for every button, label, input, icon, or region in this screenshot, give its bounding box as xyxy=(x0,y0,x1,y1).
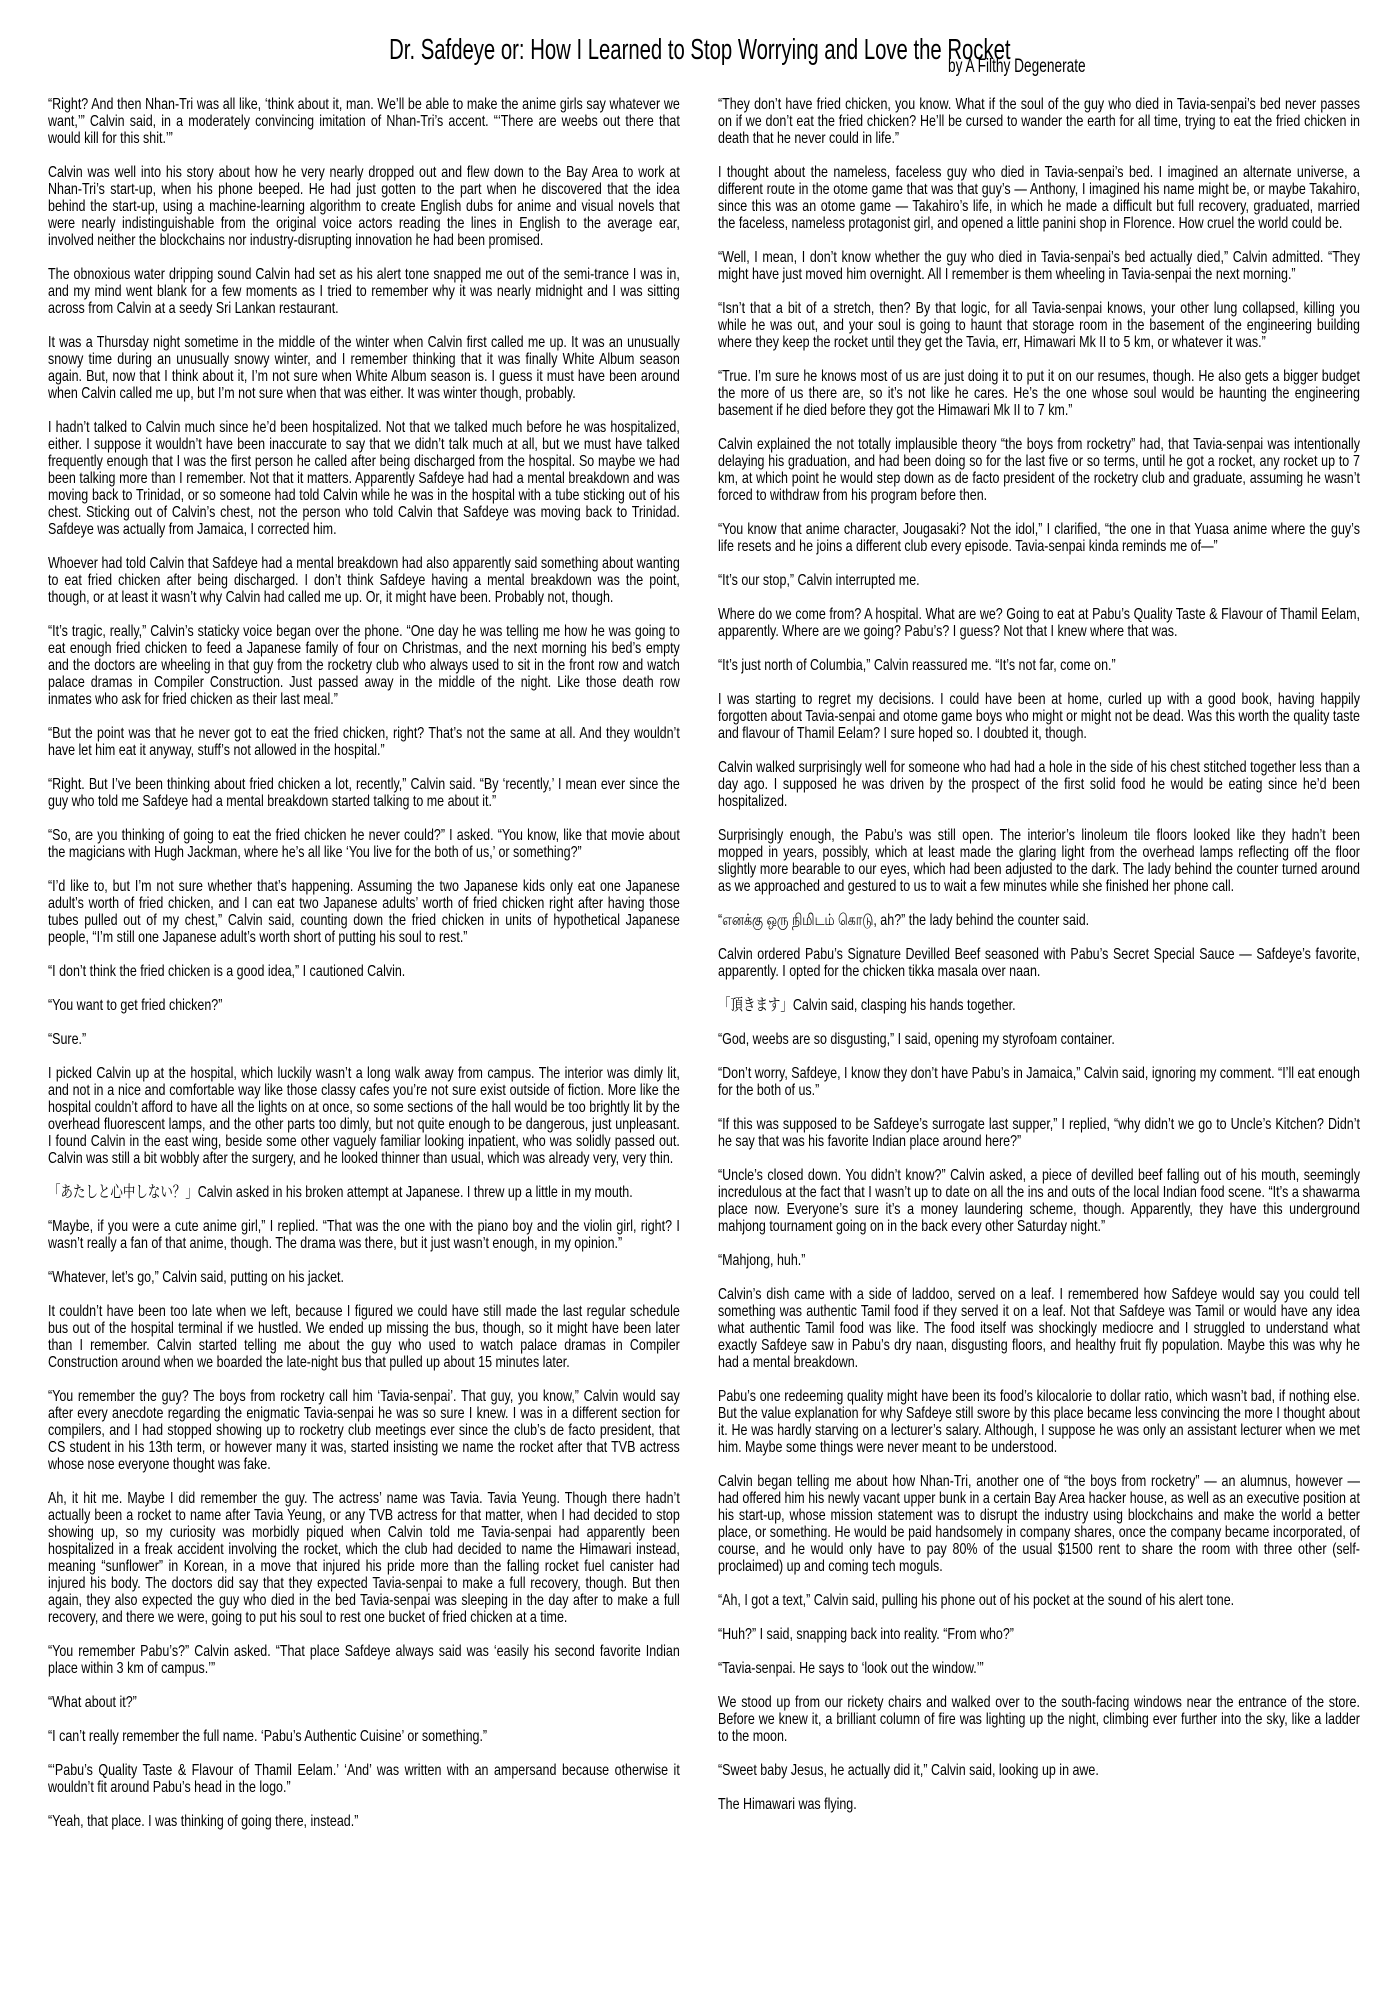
paragraph: “God, weebs are so disgusting,” I said, opening my styrofoam container. xyxy=(718,1031,1115,1048)
paragraph: It couldn’t have been too late when we left, because I figured we could have still made the last regular schedule bus out of the hospital terminal if we hustled. We ended up missing the bus, though, so it might have been later than I remember. Calvin started telling me about the guy who used to watch palace dramas in Compiler Construction around when we boarded the late-night bus that pulled up about 15 minutes later. xyxy=(48,1303,680,1371)
title-row xyxy=(0,36,1400,65)
paragraph: “Right? And then Nhan-Tri was all like, ‘think about it, man. We’ll be able to make the anime girls say whatever we want,’” Calvin said, in a moderately convincing imitation of Nhan-Tri’s accent. “‘There are weebs out there that would kill for this shit.’” xyxy=(48,96,680,147)
paragraph: “Sweet baby Jesus, he actually did it,” Calvin said, looking up in awe. xyxy=(718,1762,1099,1779)
paragraph: “I don’t think the fried chicken is a good idea,” I cautioned Calvin. xyxy=(48,963,406,980)
paragraph: I picked Calvin up at the hospital, which luckily wasn’t a long walk away from campus. The interior was dimly lit, and not in a nice and comfortable way like those classy cafes you’re not sure exist outside of fiction. More like the hospital couldn’t afford to have all the lights on at once, so some sections of the hall would be too brightly lit by the overhead fluorescent lamps, and the other parts too dimly, but not quite enough to be dangerous, just unpleasant. I found Calvin in the east wing, beside some other vaguely familiar looking inpatient, who was solidly passed out. Calvin was still a bit wobbly after the surgery, and he looked thinner than usual, which was already very, very thin. xyxy=(48,1065,680,1167)
paragraph: “You remember the guy? The boys from rocketry call him ‘Tavia-senpai’. That guy, you know,” Calvin would say after every anecdote regarding the enigmatic Tavia-senpai he was so sure I knew. I was in a different section for compilers, and I had stopped showing up to rocketry club meetings ever since the club’s de facto president, that CS student in his 13th term, or however many it was, started insisting we name the rocket after that TVB actress whose nose everyone thought was fake. xyxy=(48,1388,680,1473)
paragraph: The obnoxious water dripping sound Calvin had set as his alert tone snapped me out of the semi-trance I was in, and my mind went blank for a few moments as I tried to remember why it was nearly midnight and I was sitting across from Calvin at a seedy Sri Lankan restaurant. xyxy=(48,266,680,317)
paragraph: “Isn’t that a bit of a stretch, then? By that logic, for all Tavia-senpai knows, your other lung collapsed, killing you while he was out, and your soul is going to haunt that storage room in the basement of the engineering building where they keep the rocket until they get the Tavia, err, Himawari Mk II to 5 km, or whatever it was.” xyxy=(718,300,1360,351)
paragraph: The Himawari was flying. xyxy=(718,1796,857,1813)
paragraph: It was a Thursday night sometime in the middle of the winter when Calvin first called me up. It was an unusually snowy time during an unusually snowy winter, and I remember thinking that it was finally White Album season again. But, now that I think about it, I’m not sure when White Album season is. I guess it must have been around when Calvin called me up, but I’m not sure when that was either. It was winter though, probably. xyxy=(48,334,680,402)
paragraph: “It’s tragic, really,” Calvin’s staticky voice began over the phone. “One day he was telling me how he was going to eat enough fried chicken to feed a Japanese family of four on Christmas, and the next morning his bed’s empty and the doctors are wheeling in that guy from the rocketry club who always used to sit in the front row and watch palace dramas in Compiler Construction. Just passed away in the middle of the night. Like those death row inmates who ask for fried chicken as their last meal.” xyxy=(48,623,680,708)
paragraph: “But the point was that he never got to eat the fried chicken, right? That’s not the same at all. And they wouldn’t have let him eat it anyway, stuff’s not allowed in the hospital.” xyxy=(48,725,680,759)
paragraph: “Maybe, if you were a cute anime girl,” I replied. “That was the one with the piano boy and the violin girl, right? I wasn’t really a fan of that anime, though. The drama was there, but it just wasn’t enough, in my opinion.” xyxy=(48,1218,680,1252)
paragraph: “They don’t have fried chicken, you know. What if the soul of the guy who died in Tavia-senpai’s bed never passes on if we don’t eat the fried chicken? He’ll be cursed to wander the earth for all time, trying to eat the fried chicken in death that he never could in life.” xyxy=(718,96,1360,147)
left-column xyxy=(48,96,680,1847)
paragraph: “So, are you thinking of going to eat the fried chicken he never could?” I asked. “You know, like that movie about the magicians with Hugh Jackman, where he’s all like ‘You live for the both of us,’ or something?” xyxy=(48,827,680,861)
byline-row xyxy=(948,57,1139,76)
left-column-text xyxy=(48,96,680,1830)
paragraph: “If this was supposed to be Safdeye’s surrogate last supper,” I replied, “why didn’t we go to Uncle’s Kitchen? Didn’t he say that was his favorite Indian place around here?” xyxy=(718,1116,1360,1150)
paragraph: “True. I’m sure he knows most of us are just doing it to put it on our resumes, though. He also gets a bigger budget the more of us there are, so it’s not like he cares. He’s the one whose soul would be haunting the engineering basement if he died before they got the Himawari Mk II to 7 km.” xyxy=(718,368,1360,419)
paragraph: Pabu’s one redeeming quality might have been its food’s kilocalorie to dollar ratio, which wasn’t bad, if nothing else. But the value explanation for why Safdeye still swore by this place became less convincing the more I thought about it. He was hardly starving on a lecturer’s salary. Although, I suppose he was only an assistant lecturer when we met him. Maybe some things were never meant to be understood. xyxy=(718,1388,1360,1456)
paragraph: “It’s just north of Columbia,” Calvin reassured me. “It’s not far, come on.” xyxy=(718,657,1116,674)
paragraph: “Whatever, let’s go,” Calvin said, putting on his jacket. xyxy=(48,1269,344,1286)
paragraph: “You know that anime character, Jougasaki? Not the idol,” I clarified, “the one in that Yuasa anime where the guy’s life resets and he joins a different club every episode. Tavia-senpai kinda reminds me of—” xyxy=(718,521,1360,555)
byline: by A Filthy Degenerate xyxy=(948,56,1086,77)
paragraph: Calvin began telling me about how Nhan-Tri, another one of “the boys from rocketry” — an alumnus, however — had offered him his newly vacant upper bunk in a certain Bay Area hacker house, as well as an executive position at his start-up, whose mission statement was to disrupt the industry using blockchains and make the world a better place, or something. He would be paid handsomely in company shares, once the company became incorporated, of course, and he would only have to pay 80% of the usual $1500 rent to share the room with three other (self-proclaimed) up and coming tech moguls. xyxy=(718,1473,1360,1575)
paragraph: “Ah, I got a text,” Calvin said, pulling his phone out of his pocket at the sound of his alert tone. xyxy=(718,1592,1235,1609)
paragraph: Whoever had told Calvin that Safdeye had a mental breakdown had also apparently said something about wanting to eat fried chicken after being discharged. I don’t think Safdeye having a mental breakdown was the point, though, or at least it wasn’t why Calvin had called me up. Or, it might have been. Probably not, though. xyxy=(48,555,680,606)
paragraph: “Huh?” I said, snapping back into reality. “From who?” xyxy=(718,1626,1014,1643)
paragraph: 「頂きます」Calvin said, clasping his hands together. xyxy=(718,997,1016,1014)
paragraph: Calvin explained the not totally implausible theory “the boys from rocketry” had, that Tavia-senpai was intentionally delaying his graduation, and had been doing so for the last five or so terms, until he got a rocket, any rocket up to 7 km, at which point he would step down as de facto president of the rocketry club and graduate, assuming he wasn’t forced to withdraw from his program before then. xyxy=(718,436,1360,504)
paragraph: “‘Pabu’s Quality Taste & Flavour of Thamil Eelam.’ ‘And’ was written with an ampersand because otherwise it wouldn’t fit around Pabu’s head in the logo.” xyxy=(48,1762,680,1796)
paragraph: Calvin’s dish came with a side of laddoo, served on a leaf. I remembered how Safdeye would say you could tell something was authentic Tamil food if they served it on a leaf. Not that Safdeye was Tamil or would have any idea what authentic Tamil food was like. The food itself was shockingly mediocre and I struggled to understand what exactly Safdeye saw in Pabu’s dry naan, disgusting floors, and healthy fruit fly population. Maybe this was why he had a mental breakdown. xyxy=(718,1286,1360,1371)
paragraph: I thought about the nameless, faceless guy who died in Tavia-senpai’s bed. I imagined an alternate universe, a different route in the otome game that was that guy’s — Anthony, I imagined his name might be, or maybe Takahiro, since this was an otome game — Takahiro’s life, in which he made a difficult but full recovery, graduated, married the faceless, nameless protagonist girl, and opened a little panini shop in Florence. How cruel the world could be. xyxy=(718,164,1360,232)
paragraph: “You remember Pabu’s?” Calvin asked. “That place Safdeye always said was ‘easily his second favorite Indian place within 3 km of campus.’” xyxy=(48,1643,680,1677)
paragraph: I hadn’t talked to Calvin much since he’d been hospitalized. Not that we talked much before he was hospitalized, either. I suppose it wouldn’t have been inaccurate to say that we didn’t talk much at all, but we must have talked frequently enough that I was the first person he called after being discharged from the hospital. So maybe we had been talking more than I remember. Not that it matters. Apparently Safdeye had had a mental breakdown and was moving back to Trinidad, or so someone had told Calvin while he was in the hospital with a tube sticking out of his chest. Sticking out of Calvin’s chest, not the person who told Calvin that Safdeye was moving back to Trinidad. Safdeye was actually from Jamaica, I corrected him. xyxy=(48,419,680,538)
paragraph: Calvin walked surprisingly well for someone who had had a hole in the side of his chest stitched together less than a day ago. I supposed he was driven by the prospect of the first solid food he would be eating since he’d been hospitalized. xyxy=(718,759,1360,810)
paragraph: “எனக்கு ஒரு நிமிடம் கொடு, ah?” the lady behind the counter said. xyxy=(718,912,1090,929)
paragraph: I was starting to regret my decisions. I could have been at home, curled up with a good book, having happily forgotten about Tavia-senpai and otome game boys who might or might not be dead. Was this worth the quality taste and flavour of Thamil Eelam? I sure hoped so. I doubted it, though. xyxy=(718,691,1360,742)
paragraph: “It’s our stop,” Calvin interrupted me. xyxy=(718,572,920,589)
paragraph: “Yeah, that place. I was thinking of going there, instead.” xyxy=(48,1813,359,1830)
paragraph: “Well, I mean, I don’t know whether the guy who died in Tavia-senpai’s bed actually died,” Calvin admitted. “They might have just moved him overnight. All I remember is them wheeling in Tavia-senpai the next morning.” xyxy=(718,249,1360,283)
paragraph: “What about it?” xyxy=(48,1694,137,1711)
paragraph: “Tavia-senpai. He says to ‘look out the window.’” xyxy=(718,1660,984,1677)
paragraph: “You want to get fried chicken?” xyxy=(48,997,223,1014)
paragraph: “I’d like to, but I’m not sure whether that’s happening. Assuming the two Japanese kids only eat one Japanese adult’s worth of fried chicken, and I can eat two Japanese adults’ worth of fried chicken right after having those tubes pulled out of my chest,” Calvin said, counting down the fried chicken in units of hypothetical Japanese people, “I’m still one Japanese adult’s worth short of putting his soul to rest.” xyxy=(48,878,680,946)
paragraph: Calvin was well into his story about how he very nearly dropped out and flew down to the Bay Area to work at Nhan-Tri’s start-up, when his phone beeped. He had just gotten to the part when he discovered that the idea behind the start-up, using a machine-learning algorithm to create English dubs for anime and visual novels that were nearly indistinguishable from the original voice actors reading the lines in English to the average ear, involved neither the blockchains nor industry-disrupting innovation he had been promised. xyxy=(48,164,680,249)
paragraph: Ah, it hit me. Maybe I did remember the guy. The actress’ name was Tavia. Tavia Yeung. Though there hadn’t actually been a rocket to name after Tavia Yeung, or any TVB actress for that matter, when I had decided to stop showing up, so my curiosity was morbidly piqued when Calvin told me Tavia-senpai had apparently been hospitalized in a freak accident involving the rocket, which the club had decided to name the Himawari instead, meaning “sunflower” in Korean, in a move that injured his pride more than the falling rocket fuel canister had injured his body. The doctors did say that they expected Tavia-senpai to make a full recovery, though. But then again, they also expected the guy who died in the bed Tavia-senpai was sleeping in the day after to make a full recovery, and there we were, going to put his soul to rest one bucket of fried chicken at a time. xyxy=(48,1490,680,1626)
paragraph: We stood up from our rickety chairs and walked over to the south-facing windows near the entrance of the store. Before we knew it, a brilliant column of fire was lighting up the night, climbing ever further into the sky, like a ladder to the moon. xyxy=(718,1694,1360,1745)
paragraph: 「あたしと心中しない？」Calvin asked in his broken attempt at Japanese. I threw up a little in my mouth. xyxy=(48,1184,633,1201)
paragraph: “Don’t worry, Safdeye, I know they don’t have Pabu’s in Jamaica,” Calvin said, ignoring my comment. “I’ll eat enough for the both of us.” xyxy=(718,1065,1360,1099)
right-column xyxy=(718,96,1360,1830)
paragraph: “I can’t really remember the full name. ‘Pabu’s Authentic Cuisine’ or something.” xyxy=(48,1728,488,1745)
paragraph: Calvin ordered Pabu’s Signature Devilled Beef seasoned with Pabu’s Secret Special Sauce — Safdeye’s favorite, apparently. I opted for the chicken tikka masala over naan. xyxy=(718,946,1360,980)
paragraph: Surprisingly enough, the Pabu’s was still open. The interior’s linoleum tile floors looked like they hadn’t been mopped in years, possibly, which at least made the glaring light from the overhead lamps reflecting off the floor slightly more bearable to our eyes, which had been adjusted to the dark. The lady behind the counter turned around as we approached and gestured to us to wait a few minutes while she finished her phone call. xyxy=(718,827,1360,895)
right-column-text xyxy=(718,96,1360,1813)
paragraph: “Sure.” xyxy=(48,1031,87,1048)
paragraph: “Right. But I’ve been thinking about fried chicken a lot, recently,” Calvin said. “By ‘recently,’ I mean ever since the guy who told me Safdeye had a mental breakdown started talking to me about it.” xyxy=(48,776,680,810)
paragraph: Where do we come from? A hospital. What are we? Going to eat at Pabu’s Quality Taste & Flavour of Thamil Eelam, apparently. Where are we going? Pabu’s? I guess? Not that I knew where that was. xyxy=(718,606,1360,640)
page-title: Dr. Safdeye or: How I Learned to Stop Worrying and Love the Rocket xyxy=(389,34,1011,66)
paragraph: “Uncle’s closed down. You didn’t know?” Calvin asked, a piece of devilled beef falling out of his mouth, seemingly incredulous at the fact that I wasn’t up to date on all the ins and outs of the local Indian food scene. “It’s a shawarma place now. Everyone’s sure it’s a money laundering scheme, though. Apparently, they have this underground mahjong tournament going on in the back every other Saturday night.” xyxy=(718,1167,1360,1235)
paragraph: “Mahjong, huh.” xyxy=(718,1252,806,1269)
